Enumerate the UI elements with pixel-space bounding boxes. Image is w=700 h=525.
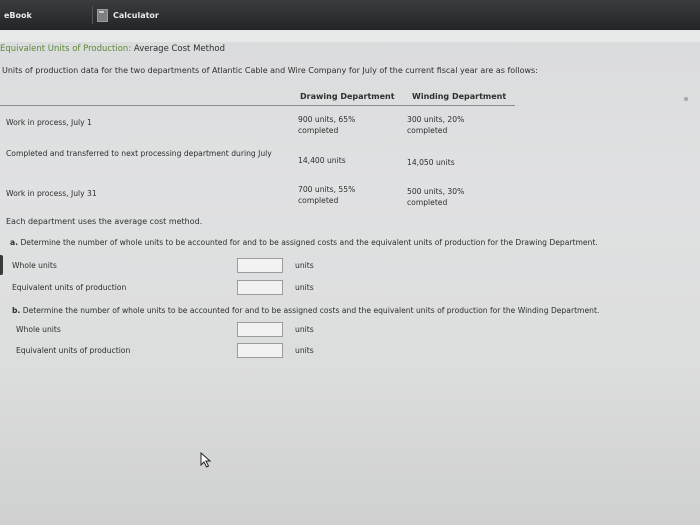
top-toolbar xyxy=(0,0,700,30)
calculator-tab-label: Calculator xyxy=(113,10,159,20)
title-text: Average Cost Method xyxy=(133,44,225,54)
cell-drawing-wip-end: 700 units, 55% completed xyxy=(298,185,356,205)
question-b-text: Determine the number of whole units to be accounted for and to be assigned costs and the equivalent units of production for the Winding Department. xyxy=(22,306,600,315)
intro-text: Units of production data for the two departments of Atlantic Cable and Wire Company for July of the current fiscal year are as follows: xyxy=(2,66,538,75)
calculator-icon xyxy=(97,9,108,22)
drawing-whole-units-input[interactable] xyxy=(237,258,283,273)
drawing-equivalent-units-input[interactable] xyxy=(237,280,283,295)
unit-label: units xyxy=(295,261,314,270)
winding-whole-units-input[interactable] xyxy=(237,322,283,337)
question-b-letter: b. xyxy=(12,306,21,315)
scroll-indicator xyxy=(684,97,688,101)
cell-winding-completed: 14,050 units xyxy=(407,158,455,167)
cell-drawing-wip-start: 900 units, 65% completed xyxy=(298,115,356,135)
row-label-wip-start: Work in process, July 1 xyxy=(6,118,92,127)
title-prefix: Equivalent Units of Production: xyxy=(0,44,132,54)
answer-row-a-equiv xyxy=(12,280,352,298)
question-a-letter: a. xyxy=(10,238,19,247)
unit-label: units xyxy=(295,325,314,334)
ebook-tab-label: eBook xyxy=(4,10,32,20)
row-label-wip-end: Work in process, July 31 xyxy=(6,189,97,198)
cell-drawing-completed: 14,400 units xyxy=(298,156,346,165)
method-note: Each department uses the average cost method. xyxy=(6,217,203,226)
row-label-completed: Completed and transferred to next processing department during July xyxy=(6,149,272,158)
column-header-drawing: Drawing Department xyxy=(300,92,395,101)
winding-equivalent-units-input[interactable] xyxy=(237,343,283,358)
answer-label: Whole units xyxy=(16,325,61,334)
question-marker xyxy=(0,255,3,275)
answer-label: Whole units xyxy=(12,261,57,270)
answer-row-a-whole xyxy=(12,258,352,276)
mouse-cursor-icon xyxy=(200,452,212,468)
column-header-winding: Winding Department xyxy=(412,92,507,101)
question-b xyxy=(12,306,599,315)
answer-row-b-equiv xyxy=(16,343,356,361)
answer-label: Equivalent units of production xyxy=(16,346,131,355)
calculator-tab[interactable] xyxy=(92,6,159,24)
page-title xyxy=(0,44,225,54)
unit-label: units xyxy=(295,283,314,292)
answer-label: Equivalent units of production xyxy=(12,283,127,292)
cell-winding-wip-start: 300 units, 20% completed xyxy=(407,115,465,135)
unit-label: units xyxy=(295,346,314,355)
header-divider xyxy=(0,105,515,106)
answer-row-b-whole xyxy=(16,322,356,340)
ebook-tab[interactable] xyxy=(4,6,32,24)
question-a-text: Determine the number of whole units to be accounted for and to be assigned costs and the equivalent units of production for the Drawing Department. xyxy=(20,238,598,247)
question-a xyxy=(10,238,598,247)
cell-winding-wip-end: 500 units, 30% completed xyxy=(407,187,465,207)
header-strip xyxy=(0,30,700,42)
